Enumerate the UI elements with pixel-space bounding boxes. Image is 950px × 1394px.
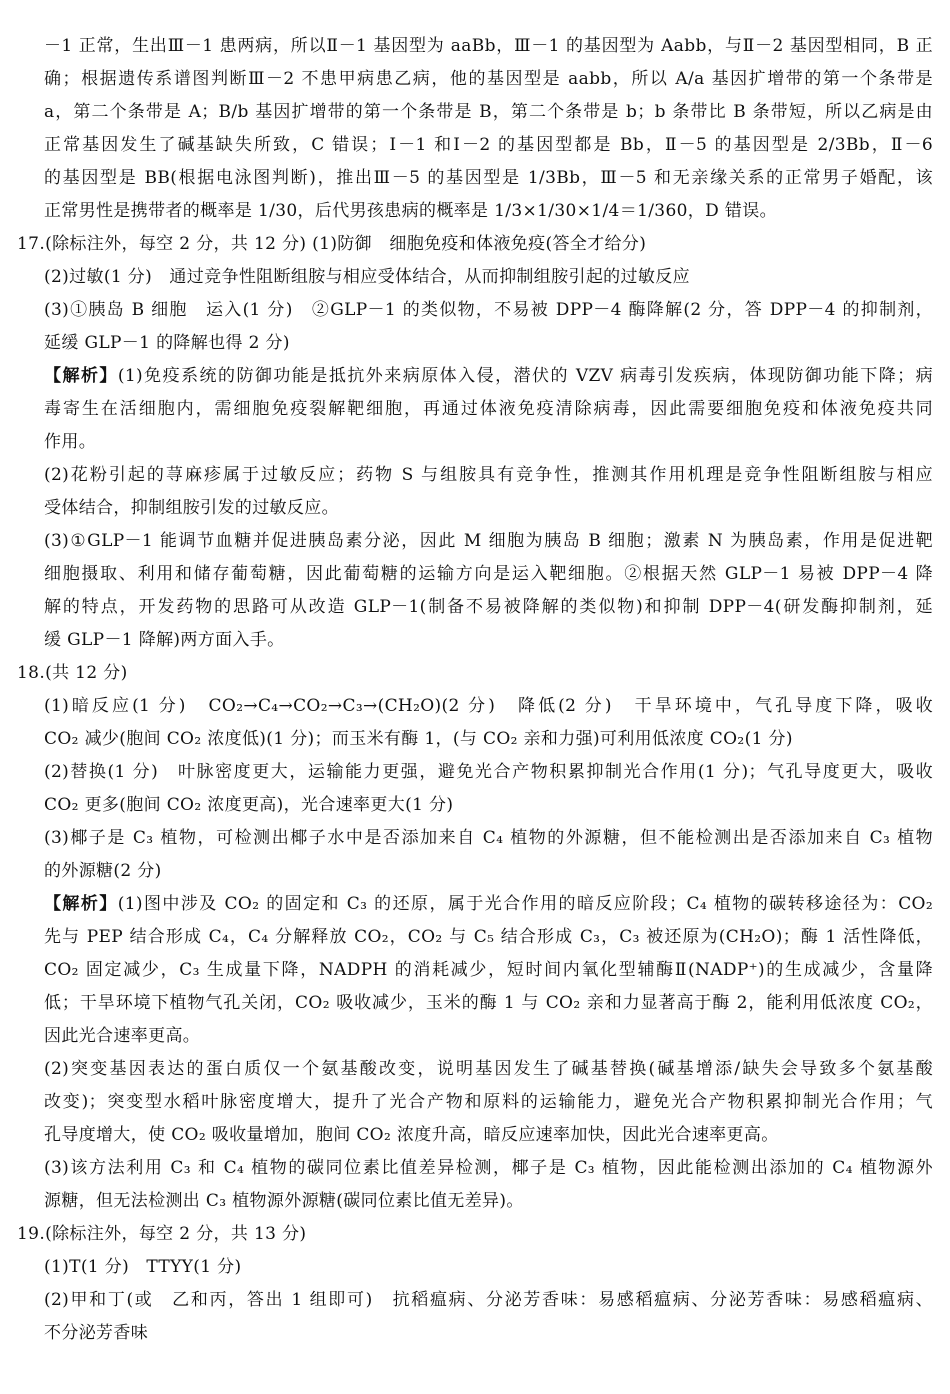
text-line: 17.(除标注外，每空 2 分，共 12 分) (1)防御 细胞免疫和体液免疫(答全才给分) <box>17 234 647 254</box>
text-line: (3)①GLP－1 能调节血糖并促进胰岛素分泌，因此 M 细胞为胰岛 B 细胞；激素 N 为胰岛素，作用是促进靶 <box>44 531 933 551</box>
text-line: 不分泌芳香味 <box>44 1323 149 1343</box>
analysis-tag: 【解析】 <box>44 366 118 386</box>
text-line: 的基因型是 BB(根据电泳图判断)，推出Ⅲ－5 的基因型是 1/3Bb，Ⅲ－5 和无亲缘关系的正常男子婚配，该 <box>44 168 933 188</box>
text-line: 改变)；突变型水稻叶脉密度增大，提升了光合产物和原料的运输能力，避免光合产物积累抑制光合作用；气 <box>44 1092 933 1112</box>
text-line: 细胞摄取、利用和储存葡萄糖，因此葡萄糖的运输方向是运入靶细胞。②根据天然 GLP－1 易被 DPP－4 降 <box>44 564 933 584</box>
text-line: CO₂ 固定减少，C₃ 生成量下降，NADPH 的消耗减少，短时间内氧化型辅酶Ⅱ(NADP⁺)的生成减少，含量降 <box>44 960 933 980</box>
text-line: 确；根据遗传系谱图判断Ⅲ－2 不患甲病患乙病，他的基因型是 aabb，所以 A/a 基因扩增带的第一个条带是 <box>44 69 933 89</box>
text-line: (2)过敏(1 分) 通过竞争性阻断组胺与相应受体结合，从而抑制组胺引起的过敏反应 <box>44 267 690 287</box>
text-line: (2)突变基因表达的蛋白质仅一个氨基酸改变，说明基因发生了碱基替换(碱基增添/缺失会导致多个氨基酸 <box>44 1059 933 1079</box>
text-line: (3)该方法利用 C₃ 和 C₄ 植物的碳同位素比值差异检测，椰子是 C₃ 植物，因此能检测出添加的 C₄ 植物源外 <box>44 1158 933 1178</box>
text-line: 缓 GLP－1 降解)两方面入手。 <box>44 630 285 650</box>
text-line: a，第二个条带是 A；B/b 基因扩增带的第一个条带是 B，第二个条带是 b；b 条带比 B 条带短，所以乙病是由 <box>44 102 933 122</box>
text-line: 正常男性是携带者的概率是 1/30，后代男孩患病的概率是 1/3×1/30×1/4＝1/360，D 错误。 <box>44 201 777 221</box>
text-line: 低；干旱环境下植物气孔关闭，CO₂ 吸收减少，玉米的酶 1 与 CO₂ 亲和力显著高于酶 2，能利用低浓度 CO₂， <box>44 993 933 1013</box>
text-line: 因此光合速率更高。 <box>44 1026 201 1046</box>
text-line: －1 正常，生出Ⅲ－1 患两病，所以Ⅱ－1 基因型为 aaBb，Ⅲ－1 的基因型为 Aabb，与Ⅱ－2 基因型相同，B 正 <box>44 36 933 56</box>
text-line: (1)T(1 分) TTYY(1 分) <box>44 1257 242 1277</box>
text-line: 正常基因发生了碱基缺失所致，C 错误；Ⅰ－1 和Ⅰ－2 的基因型都是 Bb，Ⅱ－5 的基因型是 2/3Bb，Ⅱ－6 <box>44 135 933 155</box>
text-line: (3)椰子是 C₃ 植物，可检测出椰子水中是否添加来自 C₄ 植物的外源糖，但不能检测出是否添加来自 C₃ 植物 <box>44 828 933 848</box>
text-line: (2)甲和丁(或 乙和丙，答出 1 组即可) 抗稻瘟病、分泌芳香味：易感稻瘟病、分泌芳香味：易感稻瘟病、 <box>44 1290 933 1310</box>
text-line: 源糖，但无法检测出 C₃ 植物源外源糖(碳同位素比值无差异)。 <box>44 1191 524 1211</box>
text-line: 受体结合，抑制组胺引发的过敏反应。 <box>44 498 339 518</box>
text-line: 先与 PEP 结合形成 C₄，C₄ 分解释放 CO₂，CO₂ 与 C₅ 结合形成 C₃，C₃ 被还原为(CH₂O)；酶 1 活性降低， <box>44 927 933 947</box>
analysis-tag: 【解析】 <box>44 894 118 914</box>
text-line: (2)替换(1 分) 叶脉密度更大，运输能力更强，避免光合产物积累抑制光合作用(1 分)；气孔导度更大，吸收 <box>44 762 933 782</box>
text-line: 【解析】(1)免疫系统的防御功能是抵抗外来病原体入侵，潜伏的 VZV 病毒引发疾病，体现防御功能下降；病 <box>44 366 933 386</box>
text-line: 19.(除标注外，每空 2 分，共 13 分) <box>17 1224 307 1244</box>
text-line: 延缓 GLP－1 的降解也得 2 分) <box>44 333 290 353</box>
text-line: 作用。 <box>44 432 97 452</box>
text-line: CO₂ 减少(胞间 CO₂ 浓度低)(1 分)；而玉米有酶 1，(与 CO₂ 亲和力强)可利用低浓度 CO₂(1 分) <box>44 729 793 749</box>
text-line: CO₂ 更多(胞间 CO₂ 浓度更高)，光合速率更大(1 分) <box>44 795 454 815</box>
text-line: 的外源糖(2 分) <box>44 861 162 881</box>
text-line: 解的特点，开发药物的思路可从改造 GLP－1(制备不易被降解的类似物)和抑制 DPP－4(研发酶抑制剂，延 <box>44 597 933 617</box>
text-line: (2)花粉引起的荨麻疹属于过敏反应；药物 S 与组胺具有竞争性，推测其作用机理是竞争性阻断组胺与相应 <box>44 465 933 485</box>
text-line: (1)暗反应(1 分) CO₂→C₄→CO₂→C₃→(CH₂O)(2 分) 降低(2 分) 干旱环境中，气孔导度下降，吸收 <box>44 696 933 716</box>
text-line: 18.(共 12 分) <box>17 663 128 683</box>
text-line: 毒寄生在活细胞内，需细胞免疫裂解靶细胞，再通过体液免疫清除病毒，因此需要细胞免疫和体液免疫共同 <box>44 399 933 419</box>
text-line: 【解析】(1)图中涉及 CO₂ 的固定和 C₃ 的还原，属于光合作用的暗反应阶段；C₄ 植物的碳转移途径为：CO₂ <box>44 894 933 914</box>
text-line: (3)①胰岛 B 细胞 运入(1 分) ②GLP－1 的类似物，不易被 DPP－4 酶降解(2 分，答 DPP－4 的抑制剂， <box>44 300 933 320</box>
text-line: 孔导度增大，使 CO₂ 吸收量增加，胞间 CO₂ 浓度升高，暗反应速率加快，因此光合速率更高。 <box>44 1125 779 1145</box>
